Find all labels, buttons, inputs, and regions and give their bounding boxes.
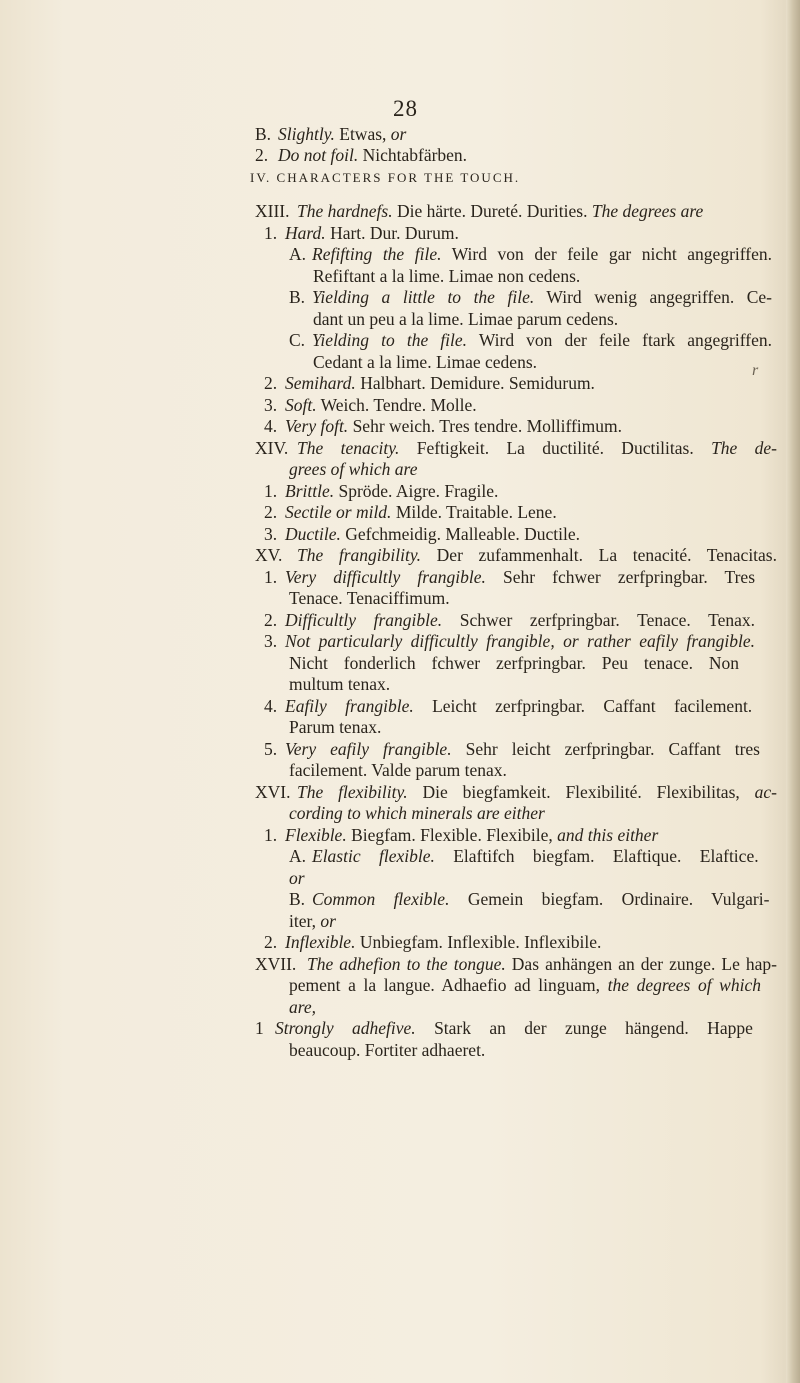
roman-phrase: Feftigkeit. La ductilité. Ductilitas. [399,438,712,458]
roman-phrase: Wird von der feile ftark angegriffen. [467,330,772,350]
text-line [285,500,557,524]
roman-phrase: Sehr weich. Tres tendre. Molliffimum. [348,416,623,436]
entry-number: B. [289,889,306,909]
section-heading: IV. CHARACTERS FOR THE TOUCH. [250,170,521,185]
entry-number: 2. [264,610,278,630]
italic-phrase: The frangibility. [297,545,422,565]
italic-phrase: Sectile or mild. [285,502,392,522]
italic-phrase: The degrees are [591,201,704,221]
roman-phrase: Gemein biegfam. Ordinaire. Vulgari- [449,889,770,909]
text-line [312,887,769,911]
roman-phrase: multum tenax. [289,674,391,694]
text-line [289,1038,485,1062]
roman-phrase: Weich. Tendre. Molle. [316,395,477,415]
text-line [289,672,390,696]
entry-number: 4. [264,416,278,436]
italic-phrase: Semihard. [285,373,356,393]
entry-number: XIV. [255,438,289,458]
italic-phrase: Elastic flexible. [312,846,435,866]
italic-phrase: ac- [754,782,777,802]
entry-number: 2. [264,932,278,952]
roman-phrase: Halbhart. Demidure. Semidurum. [355,373,595,393]
roman-phrase: Hart. Dur. Durum. [325,223,459,243]
roman-phrase: Stark an der zunge hängend. Happe [415,1018,753,1038]
entry-number: C. [289,330,306,350]
page-edge [786,0,800,1383]
text-line [275,1016,753,1040]
text-line [289,758,507,782]
entry-number: 3. [264,395,278,415]
text-line [289,973,761,997]
italic-phrase: Refifting the file. [312,244,442,264]
roman-phrase: Wird von der feile gar nicht angegriffen. [441,244,772,264]
roman-phrase: Schwer zerfpringbar. Tenace. Tenax. [442,610,755,630]
roman-phrase: Sehr leicht zerfpringbar. Caffant tres [451,739,760,759]
entry-number: XVI. [255,782,291,802]
text-line [312,285,772,309]
italic-phrase: Common flexible. [312,889,450,909]
italic-phrase: Soft. [285,395,317,415]
entry-number: 1. [264,825,278,845]
italic-phrase: Very eafily frangible. [285,739,452,759]
italic-phrase: and this either [557,825,659,845]
entry-number: 1. [264,223,278,243]
roman-phrase: Nicht fonderlich fchwer zerfpringbar. Peu tenace. Non [289,653,739,673]
entry-number: XVII. [255,954,297,974]
roman-phrase: Die biegfamkeit. Flexibilité. Flexibilitas, [407,782,755,802]
roman-phrase: Unbiegfam. Inflexible. Inflexibile. [355,932,602,952]
text-line [312,242,772,266]
entry-number: XV. [255,545,283,565]
text-line [285,930,601,954]
roman-phrase: pement a la langue. Adhaefio ad linguam, [289,975,608,995]
text-line [289,457,417,481]
entry-number: 5. [264,739,278,759]
entry-number: B. [255,124,272,144]
roman-phrase: iter, [289,911,321,931]
roman-phrase: Biegfam. Flexible. Flexibile, [346,825,558,845]
italic-phrase: Difficultly frangible. [285,610,443,630]
italic-phrase: the degrees of which [607,975,761,995]
italic-phrase: The hardnefs. [297,201,393,221]
roman-phrase: Spröde. Aigre. Fragile. [334,481,499,501]
italic-phrase: Very foft. [285,416,349,436]
text-line [285,371,595,395]
roman-phrase: Der zufammenhalt. La tenacité. Tenacitas. [421,545,777,565]
text-line [285,629,755,653]
roman-phrase: Elaftifch biegfam. Elaftique. Elaftice. [434,846,759,866]
italic-phrase: or [390,124,407,144]
entry-number: 3. [264,631,278,651]
italic-phrase: The de- [711,438,777,458]
roman-phrase: beaucoup. Fortiter adhaeret. [289,1040,486,1060]
entry-number: 1 [255,1018,264,1038]
roman-phrase: Die härte. Dureté. Durities. [392,201,592,221]
text-line [312,328,772,352]
roman-phrase: Wird wenig angegriffen. Ce- [534,287,772,307]
roman-phrase: Gefchmeidig. Malleable. Ductile. [340,524,580,544]
roman-phrase: facilement. Valde parum tenax. [289,760,507,780]
text-line [297,543,777,567]
italic-phrase: Not particularly difficultly frangible, or rather eafily frangible. [285,631,755,651]
italic-phrase: Yielding a little to the file. [312,287,535,307]
italic-phrase: Flexible. [285,825,347,845]
entry-number: 2. [264,373,278,393]
italic-phrase: Inflexible. [285,932,356,952]
italic-phrase: The tenacity. [297,438,400,458]
italic-phrase: cording to which minerals are either [289,803,545,823]
entry-number: B. [289,287,306,307]
italic-phrase: The flexibility. [297,782,408,802]
entry-number: 2. [264,502,278,522]
italic-phrase: Strongly adhefive. [275,1018,416,1038]
entry-number: 1. [264,481,278,501]
text-line [289,586,450,610]
roman-phrase: Milde. Traitable. Lene. [391,502,557,522]
roman-phrase: dant un peu a la lime. Limae parum cedens. [313,309,619,329]
entry-number: A. [289,846,307,866]
margin-mark: r [752,362,759,379]
italic-phrase: or [289,868,305,888]
italic-phrase: Ductile. [285,524,341,544]
entry-number: 1. [264,567,278,587]
italic-phrase: Do not foil. [278,145,359,165]
page-number: 28 [393,96,418,121]
text-line [285,414,622,438]
entry-number: 2. [255,145,269,165]
text-line [297,199,703,223]
entry-number: 4. [264,696,278,716]
roman-phrase: Nichtabfärben. [358,145,468,165]
text-line [312,844,759,868]
roman-phrase: Das anhängen an der zunge. Le hap- [505,954,777,974]
roman-phrase: Refiftant a la lime. Limae non cedens. [313,266,581,286]
roman-phrase: Tenace. Tenaciffimum. [289,588,450,608]
roman-phrase: Leicht zerfpringbar. Caffant facilement. [413,696,753,716]
entry-number: A. [289,244,307,264]
italic-phrase: Yielding to the file. [312,330,468,350]
entry-number: XIII. [255,201,290,221]
italic-phrase: Eafily frangible. [285,696,414,716]
text-line [289,801,545,825]
italic-phrase: Slightly. [278,124,335,144]
italic-phrase: or [320,911,336,931]
roman-phrase: Sehr fchwer zerfpringbar. Tres [485,567,756,587]
italic-phrase: Hard. [285,223,326,243]
roman-phrase: Etwas, [334,124,391,144]
text-line [289,715,381,739]
entry-number: 3. [264,524,278,544]
italic-phrase: Very difficultly frangible. [285,567,486,587]
italic-phrase: grees of which are [289,459,418,479]
text-line [278,143,467,167]
italic-phrase: The adhefion to the tongue. [307,954,506,974]
roman-phrase: Cedant a la lime. Limae cedens. [313,352,538,372]
italic-phrase: are, [289,997,317,1017]
roman-phrase: Parum tenax. [289,717,382,737]
italic-phrase: Brittle. [285,481,335,501]
